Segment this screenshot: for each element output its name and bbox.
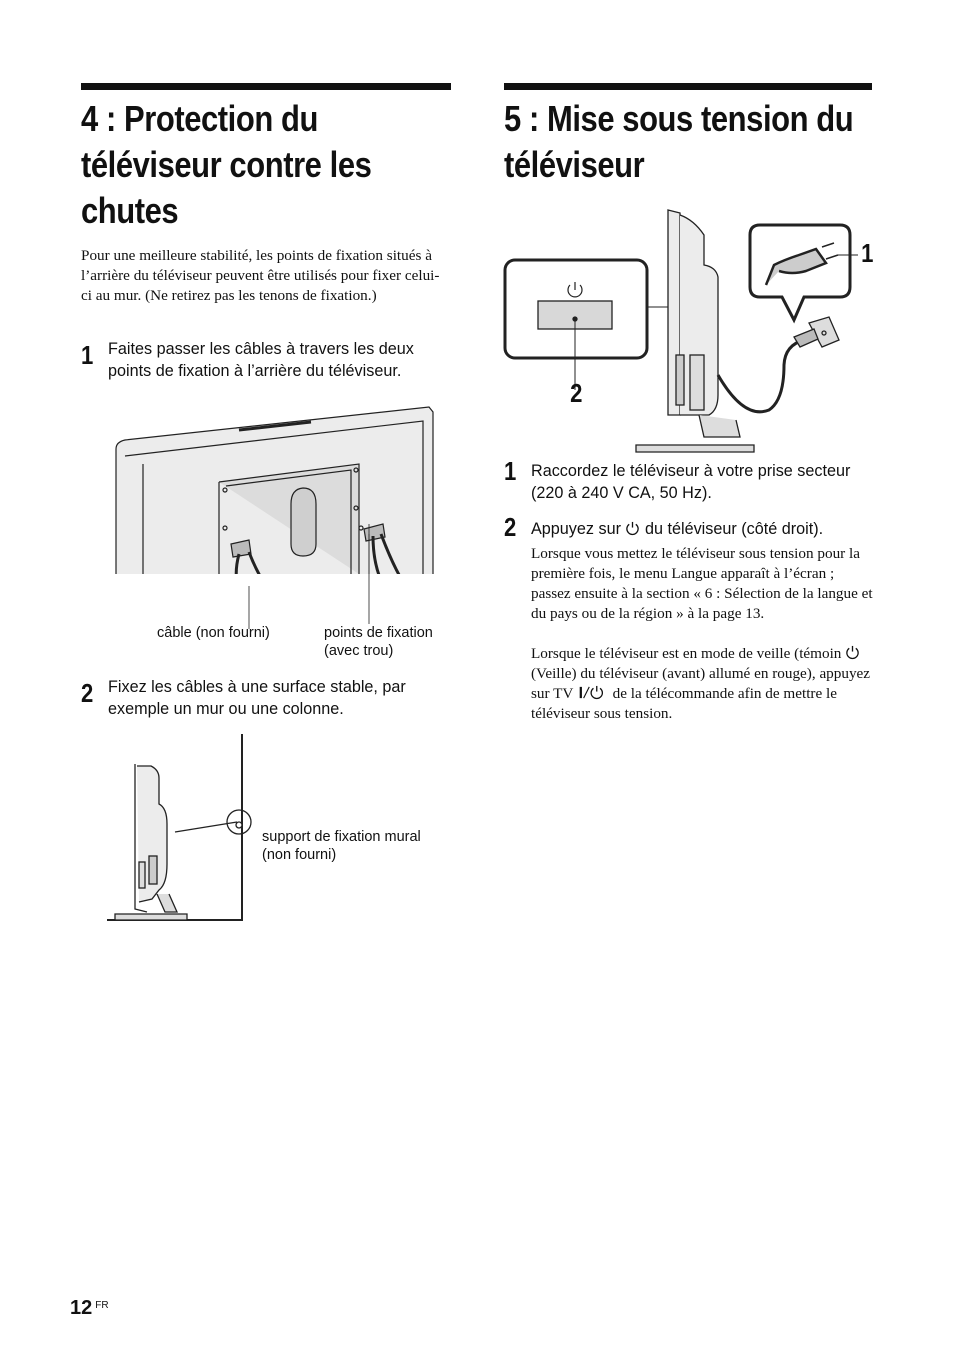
- step-body-first-power-on: Lorsque vous mettez le téléviseur sous tension pour la première fois, le menu Langue apparaît à l’écran ; passez ensuite à la section « 6 : Sélection de la langue et du pays ou de la région » à la page 13.: [531, 545, 873, 622]
- step-text: Fixez les câbles à une surface stable, par exemple un mur ou une colonne.: [108, 678, 406, 718]
- page-footer: [70, 1297, 109, 1320]
- tv-power-icon: [577, 685, 609, 700]
- step-number: 2: [504, 512, 517, 542]
- page-number: 12: [70, 1297, 93, 1319]
- label-wall-bracket: support de fixation mural (non fourni): [262, 829, 421, 863]
- tv-back-cables-illustration: [111, 404, 436, 644]
- step-number: 2: [81, 678, 94, 708]
- step-text: Appuyez sur du téléviseur (côté droit).: [531, 520, 824, 538]
- section-5-title: 5 : Mise sous tension du téléviseur: [504, 98, 854, 185]
- tv-wall-fixing-illustration: [107, 734, 247, 924]
- callout-2: 2: [570, 378, 583, 408]
- callout-1: 1: [861, 238, 874, 268]
- step-number: 1: [81, 340, 94, 370]
- language-code: FR: [95, 1300, 109, 1311]
- power-icon: [845, 645, 860, 660]
- label-cable: câble (non fourni): [157, 625, 270, 641]
- power-icon: [625, 521, 640, 536]
- step-text: Raccordez le téléviseur à votre prise secteur (220 à 240 V CA, 50 Hz).: [531, 462, 851, 502]
- step-text: Faites passer les câbles à travers les deux points de fixation à l’arrière du téléviseur.: [108, 340, 414, 380]
- section-rule: [81, 83, 451, 90]
- step-body-standby: Lorsque le téléviseur est en mode de veille (témoin (Veille) du téléviseur (avant) allumé en rouge), appuyez sur TV de la télécommande afin de mettre le téléviseur sous tension.: [531, 645, 871, 722]
- step-number: 1: [504, 456, 517, 486]
- section-4-intro: Pour une meilleure stabilité, les points de fixation situés à l’arrière du téléviseur peuvent être utilisés pour fixer celui-ci au mur. (Ne retirez pas les tenons de fixation.): [81, 247, 440, 304]
- tv-power-connection-illustration: [504, 205, 872, 455]
- section-rule: [504, 83, 872, 90]
- section-4-title: 4 : Protection du téléviseur contre les chutes: [81, 98, 372, 231]
- label-fixing-points: points de fixation (avec trou): [324, 625, 433, 659]
